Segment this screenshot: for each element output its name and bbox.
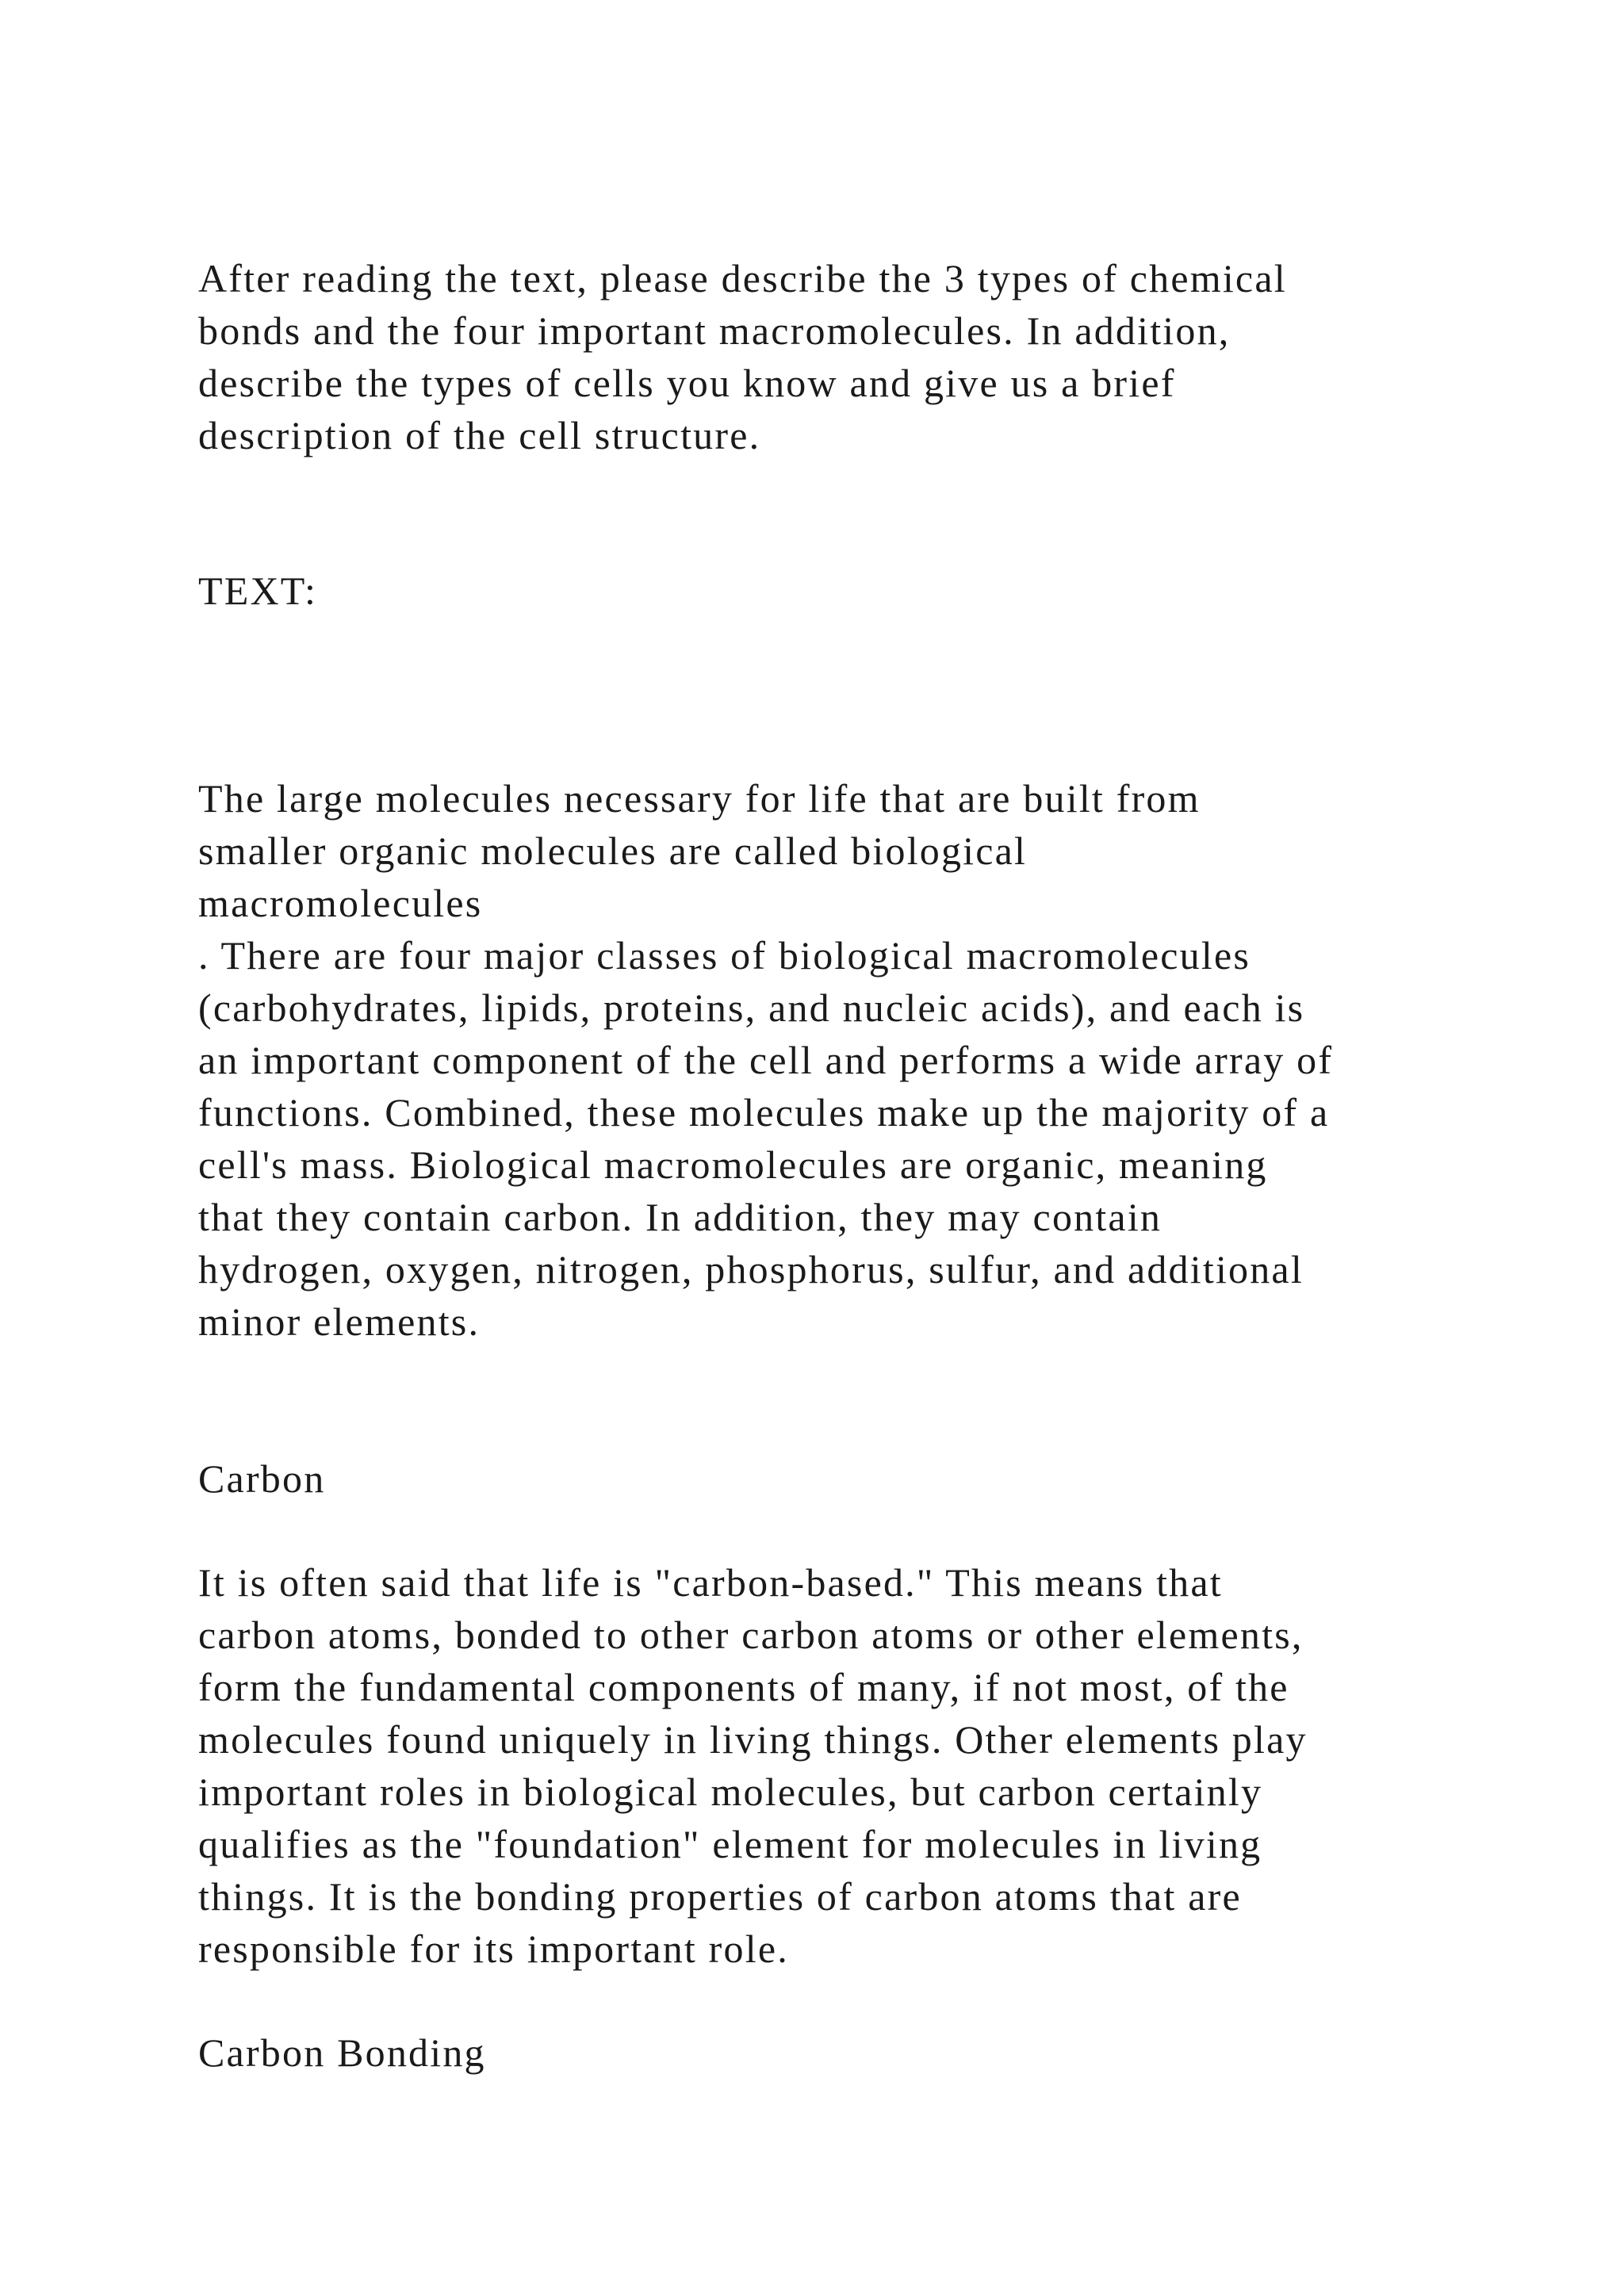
carbon-line: qualifies as the "foundation" element for molecules in living xyxy=(198,1822,1262,1866)
intro-line: an important component of the cell and performs a wide array of xyxy=(198,1038,1334,1082)
carbon-line: carbon atoms, bonded to other carbon atoms or other elements, xyxy=(198,1613,1304,1657)
carbon-line: molecules found uniquely in living things. Other elements play xyxy=(198,1717,1308,1762)
carbon-bonding-heading: Carbon Bonding xyxy=(198,2030,486,2075)
intro-line: smaller organic molecules are called biological xyxy=(198,828,1028,873)
intro-line: that they contain carbon. In addition, they may contain xyxy=(198,1195,1162,1239)
prompt-line: describe the types of cells you know and give us a brief xyxy=(198,361,1176,405)
intro-line: The large molecules necessary for life that are built from xyxy=(198,776,1201,821)
intro-line: (carbohydrates, lipids, proteins, and nucleic acids), and each is xyxy=(198,985,1305,1030)
carbon-line: responsible for its important role. xyxy=(198,1927,789,1971)
intro-line: functions. Combined, these molecules make up the majority of a xyxy=(198,1090,1330,1135)
prompt-line: bonds and the four important macromolecules. In addition, xyxy=(198,308,1231,353)
carbon-line: It is often said that life is "carbon-based." This means that xyxy=(198,1560,1223,1605)
prompt-line: After reading the text, please describe the 3 types of chemical xyxy=(198,256,1287,300)
intro-line: hydrogen, oxygen, nitrogen, phosphorus, sulfur, and additional xyxy=(198,1247,1304,1292)
prompt-line: description of the cell structure. xyxy=(198,413,761,457)
intro-line: . There are four major classes of biological macromolecules xyxy=(198,933,1251,978)
carbon-line: important roles in biological molecules, but carbon certainly xyxy=(198,1770,1263,1814)
intro-line: macromolecules xyxy=(198,881,483,925)
text-label: TEXT: xyxy=(198,568,318,613)
carbon-line: form the fundamental components of many, if not most, of the xyxy=(198,1665,1289,1709)
carbon-line: things. It is the bonding properties of carbon atoms that are xyxy=(198,1874,1242,1919)
intro-line: cell's mass. Biological macromolecules are organic, meaning xyxy=(198,1142,1268,1187)
intro-line: minor elements. xyxy=(198,1299,481,1344)
carbon-heading: Carbon xyxy=(198,1456,326,1501)
